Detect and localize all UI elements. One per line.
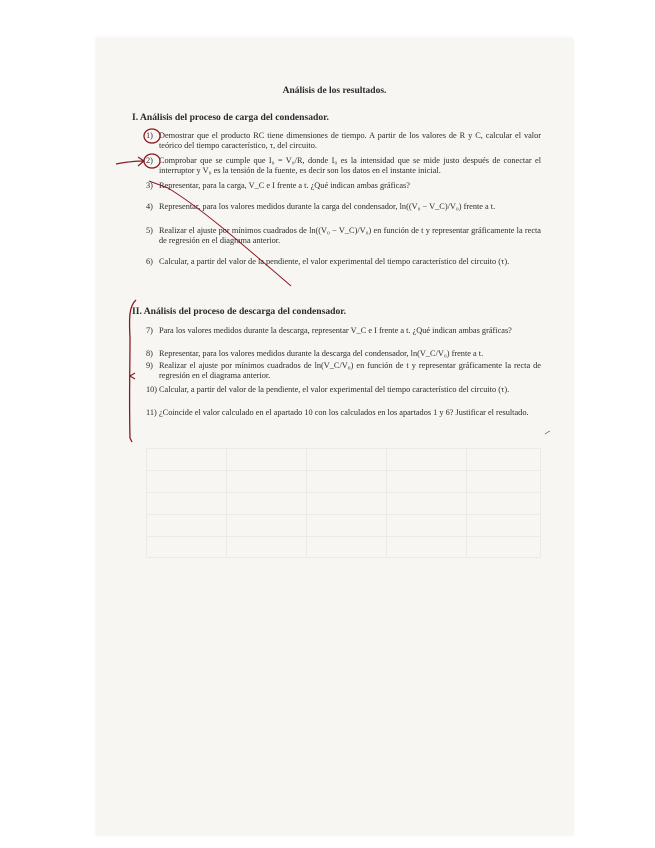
show-through-table <box>146 448 541 558</box>
item-number: 3) <box>146 181 153 190</box>
item-text: Representar, para los valores medidos durante la carga del condensador, ln((V₀ − V_C)/V₀) frente a t. <box>159 202 496 211</box>
item-number: 5) <box>146 226 153 235</box>
list-item-1 <box>146 131 541 151</box>
item-text: Representar, para los valores medidos durante la descarga del condensador, ln(V_C/V₀) frente a t. <box>159 349 484 358</box>
arrow-mark <box>116 161 144 164</box>
list-item-5 <box>146 226 541 246</box>
item-number: 11) <box>146 408 157 417</box>
list-item-11 <box>146 408 541 418</box>
item-number: 9) <box>146 361 153 370</box>
list-item-9 <box>146 361 541 381</box>
item-text: Realizar el ajuste por mínimos cuadrados de ln((V₀ − V_C)/V₀) en función de t y representar gráficamente la recta de regresión en el diagrama anterior. <box>159 226 541 246</box>
item-number: 8) <box>146 349 153 358</box>
item-text: Calcular, a partir del valor de la pendiente, el valor experimental del tiempo característico del circuito (τ). <box>159 385 510 394</box>
item-number: 10) <box>146 385 158 394</box>
section-heading-descarga: II. Análisis del proceso de descarga del condensador. <box>132 306 347 317</box>
bracket-point-icon <box>130 373 135 379</box>
item-text: Realizar el ajuste por mínimos cuadrados de ln(V_C/V₀) en función de t y representar gráficamente la recta de regresión en el diagrama anterior. <box>159 361 541 381</box>
document-body <box>96 38 573 835</box>
item-number: 6) <box>146 257 153 266</box>
item-text: Demostrar que el producto RC tiene dimensiones de tiempo. A partir de los valores de R y C, calcular el valor teórico del tiempo característico, τ, del circuito. <box>159 131 541 151</box>
scanned-page <box>96 38 573 835</box>
list-item-6 <box>146 257 541 267</box>
stray-mark <box>545 431 550 434</box>
list-item-10 <box>146 385 541 395</box>
section-heading-carga: I. Análisis del proceso de carga del condensador. <box>132 112 329 123</box>
item-number: 2) <box>146 156 153 165</box>
item-text: Representar, para la carga, V_C e I frente a t. ¿Qué indican ambas gráficas? <box>159 181 410 190</box>
item-text: Calcular, a partir del valor de la pendiente, el valor experimental del tiempo característico del circuito (τ). <box>159 257 510 266</box>
arrow-head-icon <box>138 157 144 166</box>
section-bracket-mark <box>130 300 136 442</box>
list-item-7 <box>146 326 541 336</box>
list-item-2 <box>146 156 541 176</box>
list-item-4 <box>146 202 541 212</box>
item-number: 1) <box>146 131 153 140</box>
item-text: Para los valores medidos durante la descarga, representar V_C e I frente a t. ¿Qué indican ambas gráficas? <box>159 326 512 335</box>
item-number: 7) <box>146 326 153 335</box>
list-item-3 <box>146 181 541 191</box>
list-item-8 <box>146 349 541 359</box>
item-number: 4) <box>146 202 153 211</box>
item-text: Comprobar que se cumple que I₀ = V₀/R, donde I₀ es la intensidad que se mide justo después de conectar el interruptor y V₀ es la tensión de la fuente, es decir son los datos en el instante inicial. <box>159 156 541 176</box>
item-text: ¿Coincide el valor calculado en el apartado 10 con los calculados en los apartados 1 y 6? Justificar el resultado. <box>159 408 529 417</box>
document-title: Análisis de los resultados. <box>282 86 387 96</box>
